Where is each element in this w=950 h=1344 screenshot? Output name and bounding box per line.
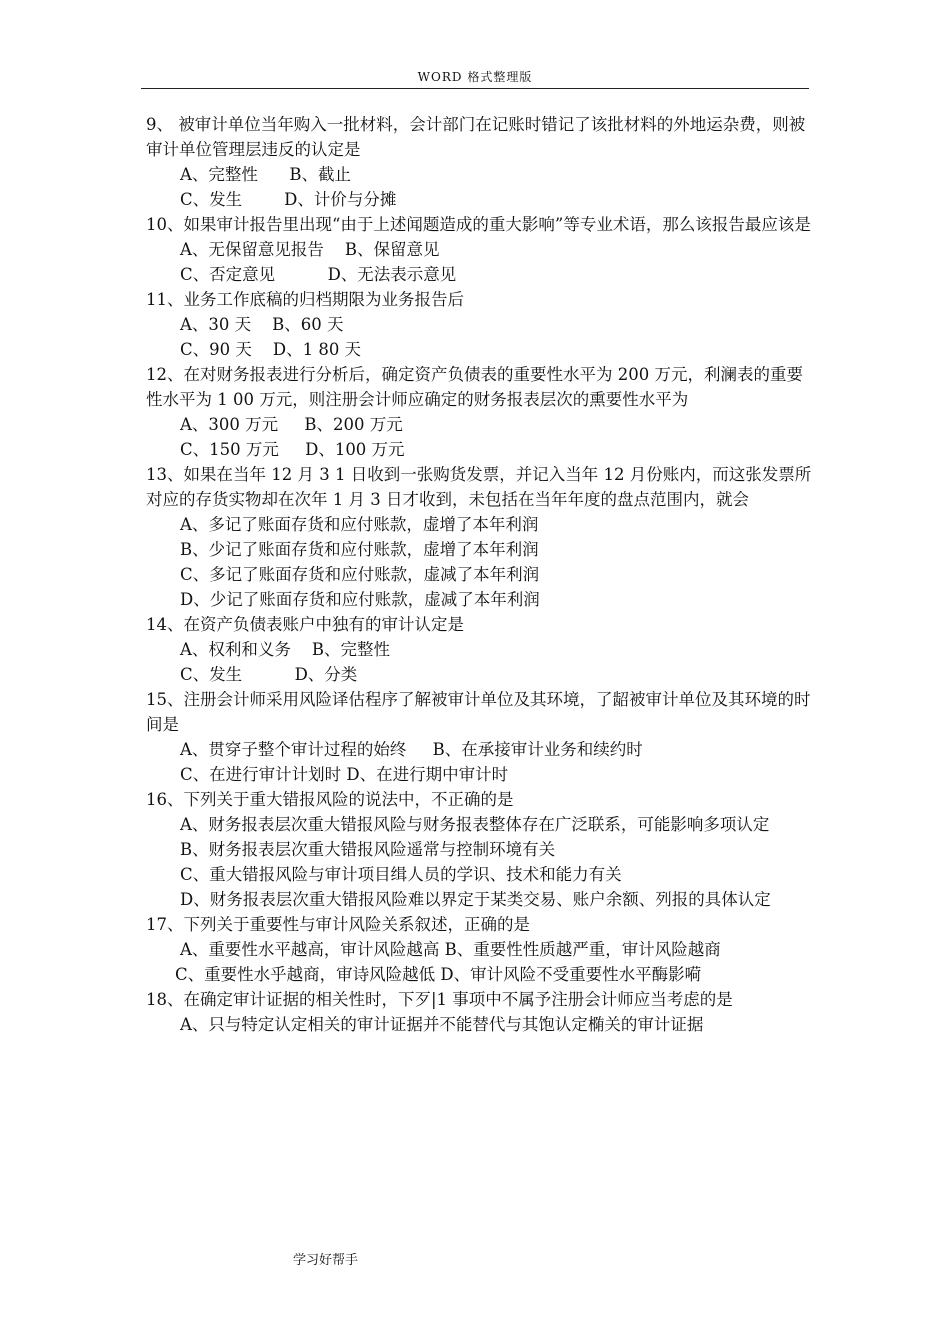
question-stem: 11、业务工作底稿的归档期限为业务报告后 bbox=[146, 290, 464, 309]
question-stem: 16、下列关于重大错报风险的说法中，不正确的是 bbox=[146, 790, 514, 809]
option-row: B、少记了账面存货和应付账款，虚增了本年利润 bbox=[180, 540, 539, 559]
option-row: A、多记了账面存货和应付账款，虚增了本年利润 bbox=[180, 515, 539, 534]
option-row: C、发生 D、分类 bbox=[180, 665, 358, 684]
page-header: WORD 格式整理版 bbox=[417, 70, 533, 84]
option-block: C、重要性水乎越商，审诗风险越低 D、审计风险不受重要性水平酶影嗬 bbox=[175, 965, 702, 984]
option-row: A、权利和义务 B、完整性 bbox=[180, 640, 391, 659]
question-17 bbox=[146, 912, 814, 987]
question-stem: 17、下列关于重要性与审计风险关系叙述，正确的是 bbox=[146, 915, 530, 934]
option-row: C、150 万元 D、100 万元 bbox=[180, 440, 405, 459]
question-list bbox=[146, 112, 814, 1037]
option-row: A、完整性 B、截止 bbox=[180, 165, 352, 184]
option-row: C、多记了账面存货和应付账款，虚减了本年利润 bbox=[180, 565, 540, 584]
question-9 bbox=[146, 112, 814, 212]
option-row: D、少记了账面存货和应付账款，虚减了本年利润 bbox=[180, 590, 540, 609]
question-16 bbox=[146, 787, 814, 912]
option-row: C、90 天 D、1 80 天 bbox=[180, 340, 362, 359]
option-block: A、重要性水平越高，审计风险越高 B、重要性性质越严重，审计风险越商 bbox=[180, 940, 721, 959]
question-11 bbox=[146, 287, 814, 362]
question-12 bbox=[146, 362, 814, 462]
question-stem: 15、注册会计师采用风险译估程序了解被审计单位及其环境，了龆被审计单位及其环境的时间是 bbox=[146, 690, 811, 734]
question-stem: 13、如果在当年 12 月 3 1 日收到一张购货发票，并记入当年 12 月份账内，而这张发票所对应的存货实物却在次年 1 月 3 日才收到，未包括在当年年度的盘点范围内，就会 bbox=[146, 465, 812, 509]
option-row: A、无保留意见报告 B、保留意见 bbox=[180, 240, 440, 259]
option-row: C、发生 D、计价与分摊 bbox=[180, 190, 397, 209]
option-row: C、在进行审计计划时 D、在进行期中审计时 bbox=[180, 765, 509, 784]
question-14 bbox=[146, 612, 814, 687]
question-13 bbox=[146, 462, 814, 612]
option-row: A、300 万元 B、200 万元 bbox=[180, 415, 403, 434]
question-15 bbox=[146, 687, 814, 787]
option-block: D、财务报表层次重大错报风险难以界定于某类交易、账户余额、列报的具体认定 bbox=[180, 890, 771, 909]
question-stem: 9、 被审计单位当年购入一批材料，会计部门在记账时错记了该批材料的外地运杂费，则被审计单位管理层违反的认定是 bbox=[146, 115, 806, 159]
option-block: B、财务报表层次重大错报风险遥常与控制环境有关 bbox=[180, 840, 556, 859]
option-block: C、重大错报风险与审计项目缉人员的学识、技术和能力有关 bbox=[180, 865, 622, 884]
question-stem: 18、在确定审计证据的相关性时，下歹|1 事项中不属予注册会计师应当考虑的是 bbox=[146, 990, 733, 1009]
question-stem: 14、在资产负债表账户中独有的审计认定是 bbox=[146, 615, 464, 634]
page-footer: 学习好帮手 bbox=[293, 1253, 359, 1268]
question-stem: 10、如果审计报告里出现“由于上述闻题造成的重大影响”等专业术语，那么该报告最应该是 bbox=[146, 215, 811, 234]
question-18 bbox=[146, 987, 814, 1037]
question-10 bbox=[146, 212, 814, 287]
header-rule bbox=[141, 88, 809, 89]
option-block: A、财务报表层次重大错报风险与财务报表整体存在广泛联系，可能影响多项认定 bbox=[180, 815, 770, 834]
question-stem: 12、在对财务报表进行分析后，确定资产负债表的重要性水平为 200 万元，利澜表的重要性水平为 1 00 万元，则注册会计师应确定的财务报表层次的熏要性水平为 bbox=[146, 365, 803, 409]
option-row: A、贯穿子整个审计过程的始终 B、在承接审计业务和续约时 bbox=[180, 740, 643, 759]
option-block: A、只与特定认定相关的审计证据并不能替代与其饱认定椭关的审计证据 bbox=[180, 1015, 704, 1034]
option-row: C、否定意见 D、无法表示意见 bbox=[180, 265, 457, 284]
option-row: A、30 天 B、60 天 bbox=[180, 315, 344, 334]
